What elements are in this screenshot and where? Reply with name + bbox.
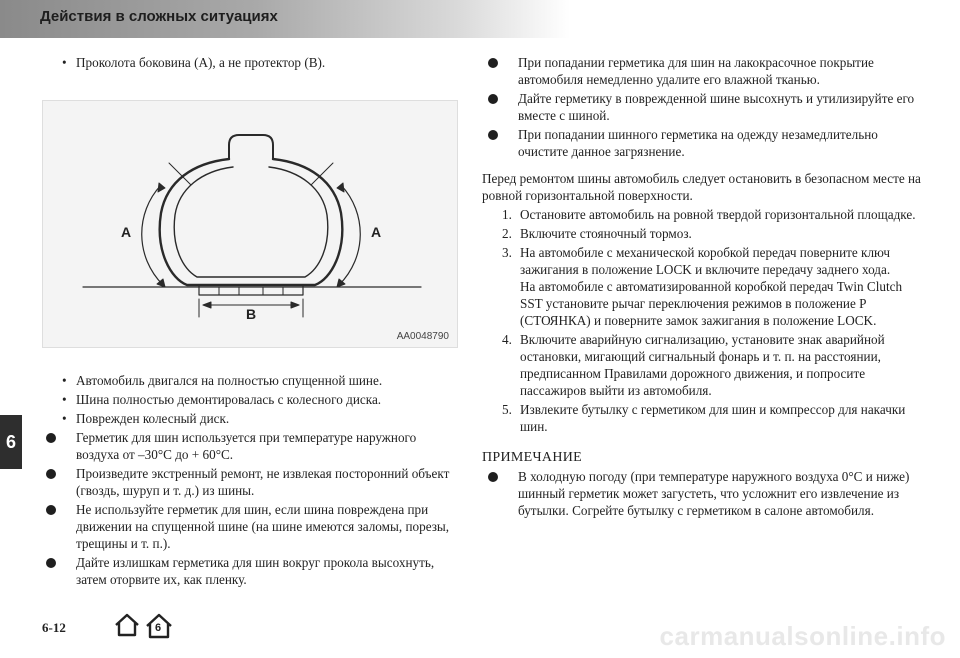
list-item: • Проколота боковина (А), а не протектор (В). (62, 55, 326, 70)
tire-diagram (42, 100, 458, 348)
tire-cross-section-illustration (43, 101, 459, 349)
list-item: Дайте герметику в поврежденной шине высохнуть и утилизируйте его вместе с шиной. (482, 90, 922, 124)
page-number: 6-12 (42, 620, 66, 635)
watermark: carmanualsonline.info (659, 621, 946, 651)
toc-number: 6 (155, 622, 162, 634)
bullet-icon: • (62, 411, 67, 426)
chapter-tab[interactable]: 6 (0, 415, 22, 469)
right-column (482, 54, 922, 521)
left-column-lower (40, 372, 460, 590)
bullet-icon: • (62, 55, 67, 70)
bullet-icon (488, 472, 498, 482)
bullet-icon: • (62, 373, 67, 388)
list-item: • Поврежден колесный диск. (62, 411, 230, 426)
step-item: 2. Включите стояночный тормоз. (502, 226, 692, 241)
list-item: Герметик для шин используется при температуре наружного воздуха от –30°С до + 60°С. (40, 429, 460, 463)
left-column (40, 54, 460, 73)
bullet-icon (46, 433, 56, 443)
list-item: • Шина полностью демонтировалась с колесного диска. (62, 392, 382, 407)
list-item: При попадании шинного герметика на одежду незамедлительно очистите данное загрязнение. (482, 126, 922, 160)
bullet-icon (488, 58, 498, 68)
step-item: 1. Остановите автомобиль на ровной твердой горизонтальной площадке. (502, 207, 916, 222)
chapter-toc-icon[interactable] (144, 612, 174, 640)
label-a-right: A (371, 224, 382, 240)
list-item: • Автомобиль двигался на полностью спущенной шине. (62, 373, 383, 388)
figure-code: AA0048790 (396, 331, 449, 342)
list-item: В холодную погоду (при температуре наружного воздуха 0°С и ниже) шинный герметик может загустеть, что усложнит его извлечение из бутылки. Согрейте бутылку с герметиком в салоне автомобиля. (482, 468, 922, 519)
bullet-icon (488, 94, 498, 104)
home-icon[interactable] (113, 612, 141, 643)
label-a-left: A (121, 224, 132, 240)
bullet-icon (46, 558, 56, 568)
list-item: При попадании герметика для шин на лакокрасочное покрытие автомобиля немедленно удалите его влажной тканью. (482, 54, 922, 88)
list-item: Дайте излишкам герметика для шин вокруг прокола высохнуть, затем оторвите их, как пленку. (40, 554, 460, 588)
list-item: Не используйте герметик для шин, если шина повреждена при движении на спущенной шине (на шине имеются заломы, порезы, трещины и т. п.). (40, 501, 460, 552)
step-item: 4. Включите аварийную сигнализацию, установите знак аварийной остановки, мигающий сигнальный фонарь и т. п. на расстоянии, предписанном Правилами дорожного движения, и попросите пассажиров выйти из автомобиля. (502, 332, 885, 398)
bullet-icon: • (62, 392, 67, 407)
bullet-icon (46, 469, 56, 479)
bullet-icon (488, 130, 498, 140)
step-extra-paragraph: На автомобиле с автоматизированной коробкой передач Twin Clutch SST установите рычаг переключения режимов в положение P (СТОЯНКА) и поверните замок зажигания в положение LOCK. (520, 279, 903, 328)
note-heading: ПРИМЕЧАНИЕ (482, 450, 582, 465)
list-item: Произведите экстренный ремонт, не извлекая посторонний объект (гвоздь, шуруп и т. д.) из шины. (40, 465, 460, 499)
label-b: B (246, 306, 257, 322)
section-title: Действия в сложных ситуациях (40, 8, 278, 25)
step-item: 3. На автомобиле с механической коробкой передач поверните ключ зажигания в положение LOCK и включите передачу заднего хода. На автомобиле с автоматизированной коробкой передач Twin Clutch SST установите рычаг переключения режимов в положение P (СТОЯНКА) и поверните замок зажигания в положение LOCK. (482, 244, 922, 329)
step-item: 5. Извлеките бутылку с герметиком для шин и компрессор для накачки шин. (502, 402, 906, 434)
intro-paragraph: Перед ремонтом шины автомобиль следует остановить в безопасном месте на ровной горизонтальной поверхности. (482, 171, 921, 203)
bullet-icon (46, 505, 56, 515)
